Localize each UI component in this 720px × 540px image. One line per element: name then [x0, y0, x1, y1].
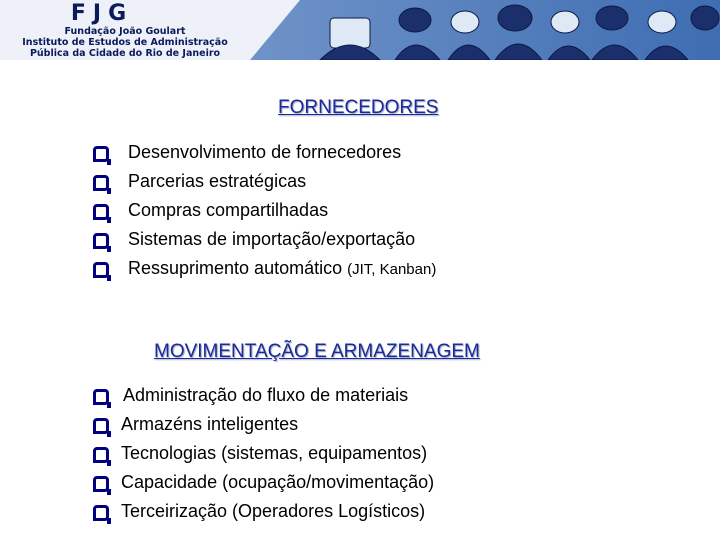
- list-item-text: Compras compartilhadas: [128, 200, 329, 220]
- list-item: [93, 225, 436, 254]
- list-item: [93, 138, 436, 167]
- org-name-line: Fundação João Goulart: [64, 26, 186, 37]
- list-item-text: Desenvolvimento de fornecedores: [128, 142, 402, 162]
- checkbox-bullet-icon: [93, 476, 109, 492]
- org-name-line: Instituto de Estudos de Administração: [22, 37, 228, 48]
- list-item-text: Tecnologias (sistemas, equipamentos): [121, 443, 428, 463]
- list-item: [93, 167, 436, 196]
- checkbox-bullet-icon: [93, 418, 109, 434]
- list-item: [93, 468, 434, 497]
- checkbox-bullet-icon: [93, 233, 109, 249]
- checkbox-bullet-icon: [93, 146, 109, 162]
- list-item-note: (JIT, Kanban): [347, 261, 437, 278]
- checkbox-bullet-icon: [93, 389, 109, 405]
- list-item-text: Sistemas de importação/exportação: [128, 229, 416, 249]
- list-item: [93, 381, 434, 410]
- org-logo: [0, 2, 250, 59]
- list-item-text: Armazéns inteligentes: [121, 414, 299, 434]
- list-item: [93, 254, 436, 283]
- section-title-fornecedores: FORNECEDORES: [278, 97, 439, 118]
- list-item-text: Ressuprimento automático: [128, 258, 343, 278]
- list-item: [93, 410, 434, 439]
- list-item-text: Terceirização (Operadores Logísticos): [121, 501, 426, 521]
- section-title-movimentacao: MOVIMENTAÇÃO E ARMAZENAGEM: [154, 341, 480, 362]
- header-banner: [0, 0, 720, 60]
- checkbox-bullet-icon: [93, 505, 109, 521]
- checkbox-bullet-icon: [93, 262, 109, 278]
- list-item: [93, 196, 436, 225]
- logo-mark: FJG: [70, 1, 134, 26]
- org-name-line: Pública da Cidade do Rio de Janeiro: [29, 48, 221, 59]
- checkbox-bullet-icon: [93, 175, 109, 191]
- movimentacao-list: [93, 381, 434, 526]
- list-item: [93, 497, 434, 526]
- checkbox-bullet-icon: [93, 204, 109, 220]
- list-item-text: Parcerias estratégicas: [128, 171, 307, 191]
- checkbox-bullet-icon: [93, 447, 109, 463]
- list-item-text: Administração do fluxo de materiais: [123, 385, 409, 405]
- list-item-text: Capacidade (ocupação/movimentação): [121, 472, 435, 492]
- list-item: [93, 439, 434, 468]
- fornecedores-list: [93, 138, 436, 283]
